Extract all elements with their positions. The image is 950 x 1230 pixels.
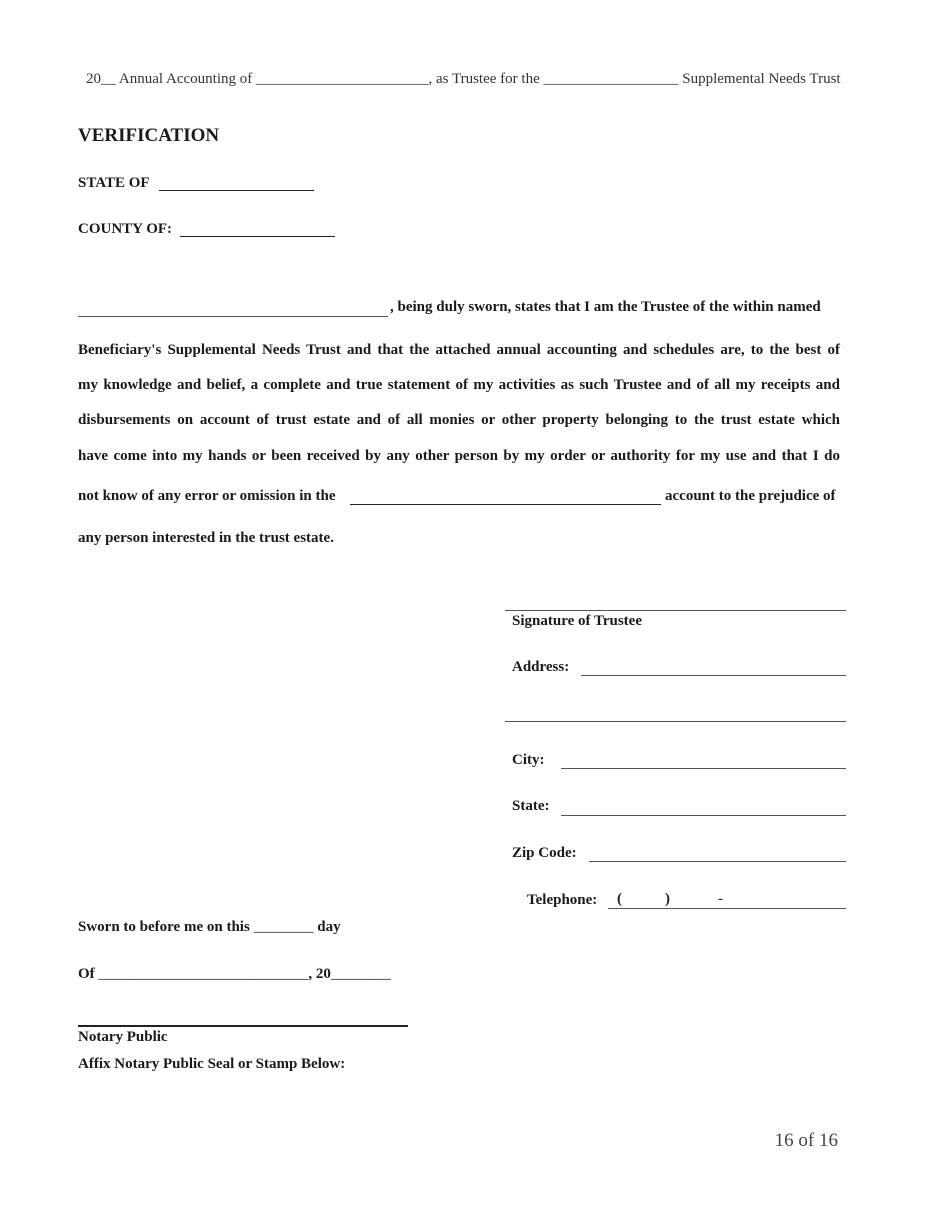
trustee-name-field[interactable] bbox=[78, 316, 388, 317]
header-suffix: Supplemental Needs Trust bbox=[682, 71, 841, 87]
paragraph-line-3: my knowledge and belief, a complete and true statement of my activities as such Trustee and of all my receipts and bbox=[78, 377, 840, 393]
sworn-comma-year: , 20 bbox=[308, 966, 331, 982]
page-title: VERIFICATION bbox=[78, 125, 220, 146]
paragraph-line-6-pre: not know of any error or omission in the bbox=[78, 488, 336, 504]
paragraph-line-7: any person interested in the trust estate. bbox=[78, 530, 334, 546]
state-sig-field[interactable] bbox=[561, 815, 846, 816]
address-field-line-2[interactable] bbox=[505, 721, 846, 722]
city-label: City: bbox=[512, 752, 545, 768]
header-blank-trust[interactable]: __________________ bbox=[543, 71, 679, 87]
telephone-field[interactable] bbox=[608, 908, 846, 909]
paragraph-line-6-post: account to the prejudice of bbox=[665, 488, 836, 504]
header-prefix: 20__ Annual Accounting of bbox=[86, 71, 253, 87]
notary-label: Notary Public bbox=[78, 1029, 168, 1045]
state-sig-label: State: bbox=[512, 798, 550, 814]
phone-open-paren: ( bbox=[617, 891, 622, 907]
sworn-day-field[interactable]: ________ bbox=[253, 919, 314, 935]
zip-label: Zip Code: bbox=[512, 845, 577, 861]
signature-label: Signature of Trustee bbox=[512, 613, 642, 629]
state-label: STATE OF bbox=[78, 175, 150, 191]
state-field[interactable] bbox=[159, 190, 314, 191]
zip-field[interactable] bbox=[589, 861, 846, 862]
sworn-post: day bbox=[317, 919, 341, 935]
county-label: COUNTY OF: bbox=[78, 221, 173, 237]
sworn-line bbox=[78, 919, 341, 936]
city-field[interactable] bbox=[561, 768, 846, 769]
sworn-of-line bbox=[78, 966, 391, 983]
phone-dash: - bbox=[718, 891, 723, 907]
paragraph-line-5: have come into my hands or been received by any other person by my order or authority for my use and that I do bbox=[78, 448, 840, 464]
telephone-label: Telephone: bbox=[527, 892, 598, 908]
header-mid: , as Trustee for the bbox=[428, 71, 540, 87]
sworn-of: Of bbox=[78, 966, 95, 982]
page-number: 16 of 16 bbox=[774, 1130, 838, 1151]
sworn-year-field[interactable]: ________ bbox=[330, 966, 391, 982]
paragraph-line-4: disbursements on account of trust estate and of all monies or other property belonging to the trust estate which bbox=[78, 412, 840, 428]
paragraph-line-1: , being duly sworn, states that I am the Trustee of the within named bbox=[390, 299, 821, 315]
address-field[interactable] bbox=[581, 675, 846, 676]
phone-close-paren: ) bbox=[665, 891, 670, 907]
document-header bbox=[86, 71, 841, 88]
sworn-pre: Sworn to before me on this bbox=[78, 919, 250, 935]
notary-signature-line[interactable] bbox=[78, 1025, 408, 1027]
header-blank-name[interactable]: _______________________ bbox=[255, 71, 429, 87]
account-field[interactable] bbox=[350, 504, 661, 505]
paragraph-line-2: Beneficiary's Supplemental Needs Trust and that the attached annual accounting and schedules are, to the best of bbox=[78, 342, 840, 358]
notary-seal-label: Affix Notary Public Seal or Stamp Below: bbox=[78, 1056, 346, 1072]
address-label: Address: bbox=[512, 659, 570, 675]
county-field[interactable] bbox=[180, 236, 335, 237]
signature-line[interactable] bbox=[505, 610, 846, 611]
sworn-month-field[interactable]: ____________________________ bbox=[98, 966, 309, 982]
